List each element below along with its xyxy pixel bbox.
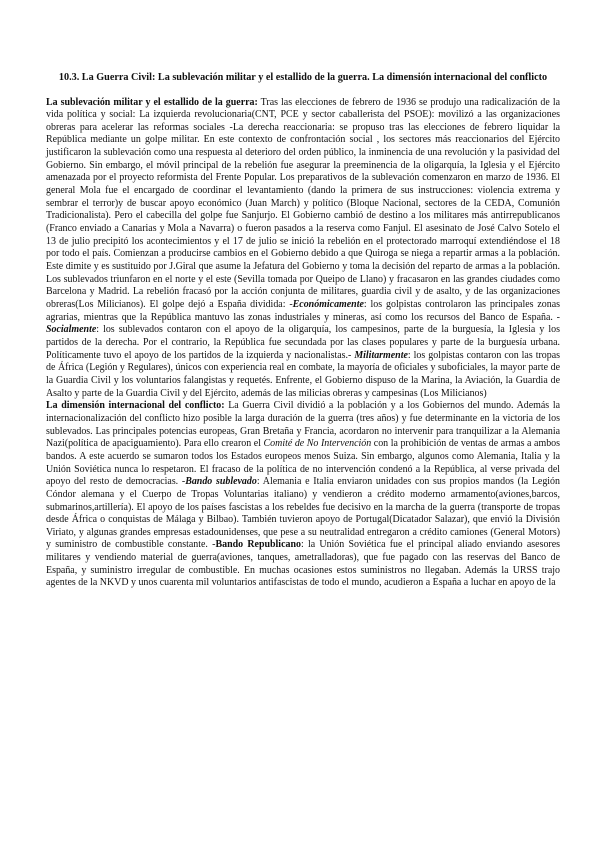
section-heading-uprising: La sublevación militar y el estallido de la guerra: [46,96,258,108]
paragraph-text: Tras las elecciones de febrero de 1936 se produjo una radicalización de la vida política y social: La izquierda revolucionaria(CNT, PCE y sector caballerista del PSOE): movilizó a las organizaciones obreras para acelerar las reformas sociales -La derecha reaccionaria: se propuso tras las elecciones de febrero liquidar la República mediante un golpe militar. En este contexto de confrontación social , los sectores más reaccionarios del Ejército justificaron la sublevación como una respuesta al deterioro del orden público, la inminencia de una revolución y la pasividad del Gobierno. Sin embargo, el móvil principal de la rebelión fue asegurar la preeminencia de la oligarquía, la Iglesia y el Ejército amenazada por el proyecto reformista del Frente Popular. Los preparativos de la sublevación comenzaron en marzo de 1936. El general Mola fue el encargado de coordinar el levantamiento (dando la primera de sus instrucciones: violencia extrema y sembrar el terror)y de buscar apoyo económico (Juan March) y político (Bloque Nacional, sectores de la CEDA, Comunión Tradicionalista). Pero el cabecilla del golpe fue Sanjurjo. El Gobierno cambió de destino a los militares más antirrepublicanos (Franco enviado a Canarias y Mola a Navarra) o fueron pasados a la reserva como Fanjul. El asesinato de José Calvo Sotelo el 13 de julio precipitó los acontecimientos y el 17 de julio se inició la rebelión en el protectorado marroquí extendiéndose el 18 por todo el país. Comienzan a producirse cambios en el Gobierno debido a que Quiroga se niega a repartir armas a la población. Este dimite y es sustituido por J.Giral que asume la Jefatura del Gobierno y toma la decisión del reparto de armas a la población. Los sublevados triunfaron en el norte y el este (Sevilla tomada por Queipo de Llano) y fracasaron en las grandes ciudades como Barcelona y Madrid. La rebelión fracasó por la acción conjunta de militares, guardia civil y de asalto, y de las organizaciones obreras(Los Milicianos). El golpe dejó a España dividida: - [46,96,561,310]
paragraph-text: : la Unión Soviética fue el principal aliado enviando asesores militares y vendiendo material de guerra(aviones, tanques, ametralladoras), que fue pagado con las reservas del Banco de España, y suministro irregular de combustible. En muchas ocasiones estos suministros no llegaban. Además la URSS trajo agentes de la NKVD y unos cuarenta mil voluntarios antifascistas de todo el mundo, acudieron a España a luchar en apoyo de la [46,539,561,589]
document-title: 10.3. La Guerra Civil: La sublevación militar y el estallido de la guerra. La dimensión internacional del conflicto [58,72,548,83]
label-economic: Económicamente [292,299,364,310]
label-military: Militarmente [354,349,408,361]
committee-name: Comité de No Intervención [263,438,372,450]
label-rebel-side: Bando sublevado [185,476,257,488]
section-international-dimension [46,400,560,590]
label-social: Socialmente [46,324,97,336]
paragraph-text: con la prohibición de ventas de armas a ambos bandos. A este acuerdo se sumaron todos los Estados europeos menos Suiza. Sin embargo, algunos como Alemania, Italia y la Unión Soviética nunca lo respetaron. El fracaso de la política de no intervención condenó a la República, al verse privada del apoyo del resto de democracias. - [46,438,560,488]
paragraph-text: : los golpistas contaron con las tropas de África (Legión y Regulares), únicos con experiencia real en combate, la mayoría de oficiales y suboficiales, la mayor parte de la Guardia Civil y los voluntarios falangistas y requetés. Enfrente, el Gobierno dispuso de la Marina, la Aviación, la Guardia de Asalto y parte de la Guardia Civil y del Ejército, además de las milicias obreras y campesinas (Los Milicianos) [46,349,560,399]
paragraph-text: La Guerra Civil dividió a la población y a los Gobiernos del mundo. Además la internacionalización del conflicto hizo posible la larga duración de la guerra (tres años) y fue determinante en la victoria de los sublevados. Las principales potencias europeas, Gran Bretaña y Francia, acordaron no intervenir para tranquilizar a la Alemania Nazi(política de apaciguamiento). Para ello crearon el [46,400,561,450]
section-military-uprising [46,97,560,401]
paragraph-text: : los sublevados contaron con el apoyo de la oligarquía, los campesinos, parte de la burguesía, la Iglesia y los partidos de la derecha. Por el contrario, la República fue secundada por las clases populares y parte de la burguesía urbana. Políticamente tuvo el apoyo de los partidos de la izquierda y nacionalistas.- [46,324,560,361]
paragraph-text: : Alemania e Italia enviaron unidades con sus propios mandos (la Legión Cóndor alemana y el Cuerpo de Tropas Voluntarias italiano) y vendieron a crédito moderno armamento(aviones,barcos, submarinos,artillería). El apoyo de los países fascistas a los rebeldes fue decisivo en la marcha de la guerra (transporte de tropas desde África o conquistas de Málaga y Bilbao). También tuvieron apoyo de Portugal(Dicatador Salazar), que envió la División Viriato, y algunas grandes empresas estadounidenses, que pese a su neutralidad entregaron a crédito camiones (General Motors) y suministro de combustible constante. - [46,476,560,551]
section-heading-international: La dimensión internacional del conflicto: [46,400,225,412]
paragraph-text: : los golpistas controlaron las principales zonas agrarias, mientras que la República mantuvo las zonas industriales y mineras, así como los recursos del Banco de España. - [46,299,561,323]
label-republican-side: Bando Republicano [215,539,301,551]
